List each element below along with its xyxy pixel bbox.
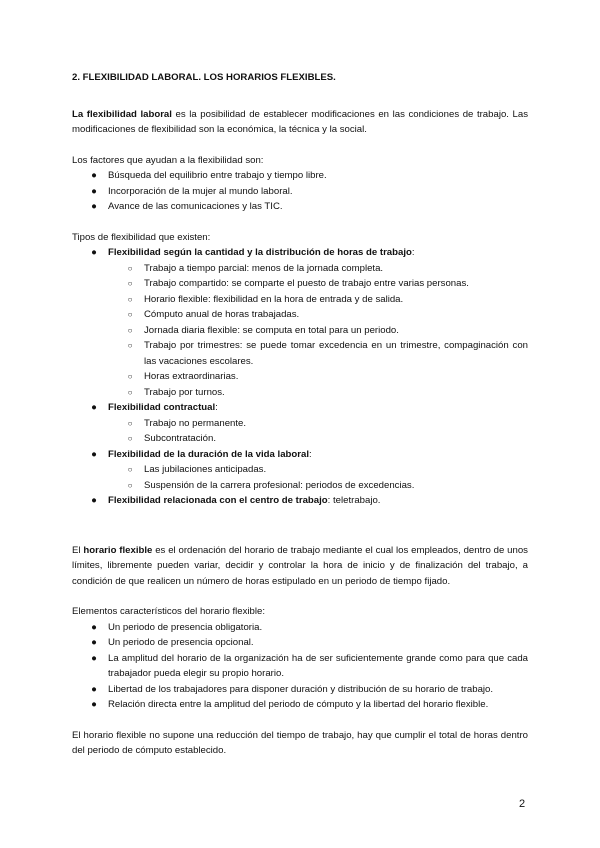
factors-list: [72, 168, 528, 215]
bullet-icon: ●: [91, 683, 97, 695]
subtype-item: ○ Trabajo por trimestres: se puede tomar excedencia en un trimestre, compaginación con las vacaciones escolares.: [72, 338, 528, 369]
circle-bullet-icon: ○: [127, 465, 133, 474]
subtype-item: ○ Trabajo por turnos.: [72, 385, 528, 401]
list-item: ● Avance de las comunicaciones y las TIC.: [72, 199, 528, 215]
circle-bullet-icon: ○: [127, 294, 133, 304]
definition-paragraph: El horario flexible es el ordenación del horario de trabajo mediante el cual los empleados, dentro de unos límites, libremente pueden variar, decidir y controlar la hora de inicio y de finalización del trabajo, a condición de que realicen un número de horas estipulado en un periodo de tiempo fijado.: [72, 544, 528, 587]
subtype-item: ○ Jornada diaria flexible: se computa en total para un periodo.: [72, 323, 528, 339]
list-item: ● La amplitud del horario de la organización ha de ser suficientemente grande como para que cada trabajador pueda elegir su propio horario.: [72, 651, 528, 682]
types-list: [72, 245, 528, 509]
subtype-item: ○ Trabajo a tiempo parcial: menos de la jornada completa.: [72, 261, 528, 277]
subtype-item: ○ Suspensión de la carrera profesional: periodos de excedencias.: [72, 478, 528, 494]
intro-paragraph: [72, 107, 528, 138]
list-item: ● Búsqueda del equilibrio entre trabajo y tiempo libre.: [72, 168, 528, 184]
list-item: ● Un periodo de presencia opcional.: [72, 635, 528, 651]
list-item: ● Relación directa entre la amplitud del periodo de cómputo y la libertad del horario flexible.: [72, 697, 528, 713]
subtype-item: ○ Trabajo no permanente.: [72, 416, 528, 432]
circle-bullet-icon: ○: [127, 418, 133, 428]
circle-bullet-icon: ○: [127, 341, 133, 350]
bullet-icon: ●: [91, 247, 97, 258]
type-item: ● Flexibilidad relacionada con el centro de trabajo: teletrabajo.: [72, 493, 528, 509]
definition-term: horario flexible: [83, 544, 153, 556]
circle-bullet-icon: ○: [127, 372, 133, 381]
bullet-icon: ●: [91, 621, 97, 633]
circle-bullet-icon: ○: [127, 325, 133, 335]
intro-text: es la posibilidad de establecer modificaciones en las condiciones de trabajo. Las modificaciones de flexibilidad son la económica, la técnica y la social.: [72, 108, 528, 135]
factors-heading: Los factores que ayudan a la flexibilidad son:: [72, 154, 264, 166]
type-item: ● Flexibilidad según la cantidad y la distribución de horas de trabajo:: [72, 245, 528, 261]
list-item: ● Libertad de los trabajadores para disponer duración y distribución de su horario de trabajo.: [72, 682, 528, 698]
types-heading: Tipos de flexibilidad que existen:: [72, 231, 211, 243]
bullet-icon: ●: [91, 170, 97, 181]
circle-bullet-icon: ○: [127, 480, 133, 490]
closing-paragraph: El horario flexible no supone una reducción del tiempo de trabajo, hay que cumplir el total de horas dentro del periodo de cómputo establecido.: [72, 729, 528, 756]
bullet-icon: ●: [91, 495, 97, 506]
page-number: 2: [519, 798, 526, 810]
subtype-item: ○ Cómputo anual de horas trabajadas.: [72, 307, 528, 323]
circle-bullet-icon: ○: [127, 387, 133, 397]
list-item: ● Un periodo de presencia obligatoria.: [72, 620, 528, 636]
bullet-icon: ●: [91, 652, 97, 664]
subtype-item: ○ Horas extraordinarias.: [72, 369, 528, 385]
elements-list: [72, 620, 528, 713]
elements-heading: Elementos característicos del horario flexible:: [72, 606, 266, 617]
document-page: [72, 70, 528, 759]
subtype-item: ○ Trabajo compartido: se comparte el puesto de trabajo entre varias personas.: [72, 276, 528, 292]
section-title: 2. FLEXIBILIDAD LABORAL. LOS HORARIOS FLEXIBLES.: [72, 72, 336, 83]
subtype-item: ○ Horario flexible: flexibilidad en la hora de entrada y de salida.: [72, 292, 528, 308]
bullet-icon: ●: [91, 185, 97, 197]
list-item: ● Incorporación de la mujer al mundo laboral.: [72, 184, 528, 200]
intro-term: La flexibilidad laboral: [72, 108, 172, 120]
circle-bullet-icon: ○: [127, 434, 133, 443]
bullet-icon: ●: [91, 699, 97, 710]
type-item: ● Flexibilidad contractual:: [72, 400, 528, 416]
subtype-item: ○ Subcontratación.: [72, 431, 528, 447]
bullet-icon: ●: [91, 402, 97, 413]
subtype-item: ○ Las jubilaciones anticipadas.: [72, 462, 528, 478]
bullet-icon: ●: [91, 201, 97, 212]
bullet-icon: ●: [91, 637, 97, 648]
bullet-icon: ●: [91, 448, 97, 460]
circle-bullet-icon: ○: [127, 263, 133, 273]
type-item: ● Flexibilidad de la duración de la vida laboral:: [72, 447, 528, 463]
circle-bullet-icon: ○: [127, 279, 133, 288]
circle-bullet-icon: ○: [127, 310, 133, 319]
